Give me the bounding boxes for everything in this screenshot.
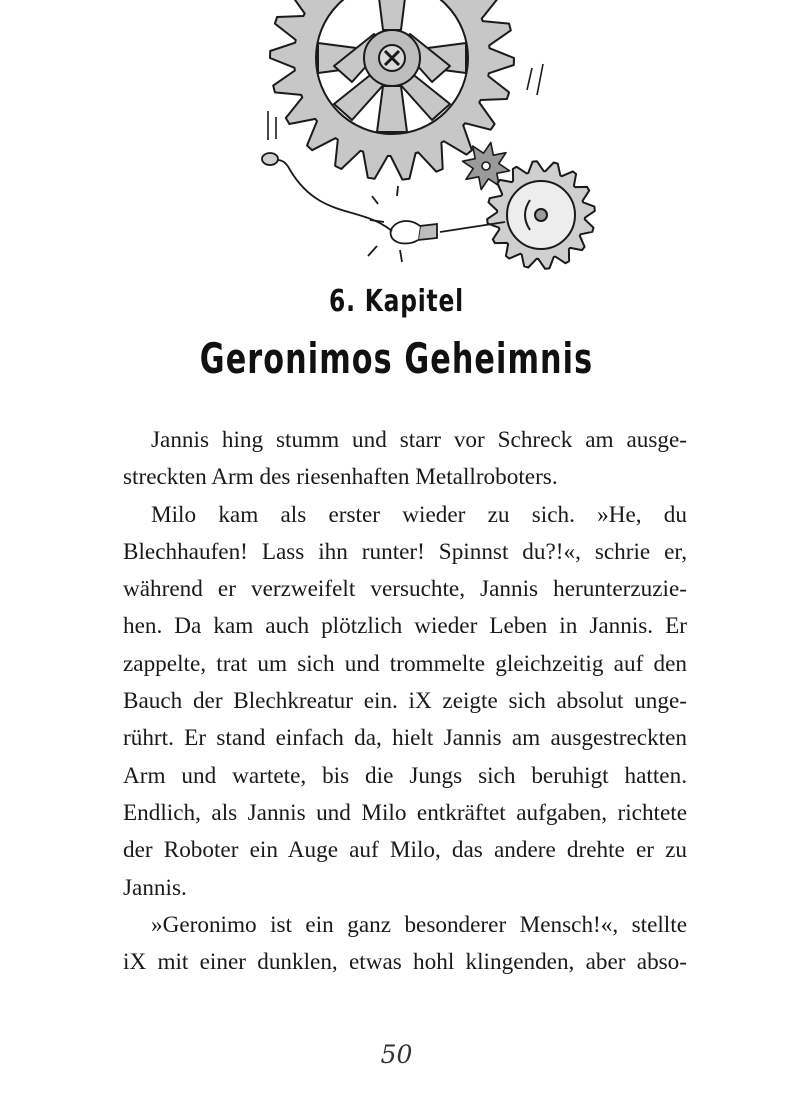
text-line: Blechhaufen! Lass ihn runter! Spinnst du?!«, schrie er, — [123, 538, 687, 565]
text-line: »Geronimo ist ein ganz besonderer Mensch!«, stellte — [151, 911, 687, 938]
text-line: Bauch der Blechkreatur ein. iX zeigte sich absolut unge- — [123, 688, 687, 715]
lightbulb-icon — [262, 153, 505, 262]
text-line: während er verzweifelt versuchte, Jannis herunterzuzie- — [123, 576, 687, 603]
text-line: Endlich, als Jannis und Milo entkräftet aufgaben, richtete — [123, 799, 687, 826]
text-line: zappelte, trat um sich und trommelte gleichzeitig auf den — [123, 650, 687, 677]
chapter-number: 6. Kapitel — [329, 284, 464, 319]
text-line: iX mit einer dunklen, etwas hohl klingenden, aber abso- — [123, 949, 687, 976]
text-line: streckten Arm des riesenhaften Metallroboters. — [123, 464, 558, 491]
text-line: der Roboter ein Auge auf Milo, das andere drehte er zu — [123, 837, 687, 864]
text-line: Arm und wartete, bis die Jungs sich beruhigt hatten. — [123, 762, 687, 789]
chapter-title: Geronimos Geheimnis — [199, 334, 594, 383]
medium-gear-icon — [487, 161, 595, 269]
text-line: rührt. Er stand einfach da, hielt Jannis am ausgestreckten — [123, 725, 687, 752]
gears-illustration — [0, 0, 793, 275]
page-number: 50 — [380, 1040, 413, 1069]
text-line: hen. Da kam auch plötzlich wieder Leben in Jannis. Er — [123, 613, 687, 640]
text-line: Milo kam als erster wieder zu sich. »He, du — [151, 501, 687, 528]
text-line: Jannis. — [123, 874, 187, 901]
body-text — [123, 422, 687, 981]
text-line: Jannis hing stumm und starr vor Schreck am ausge- — [151, 427, 687, 453]
